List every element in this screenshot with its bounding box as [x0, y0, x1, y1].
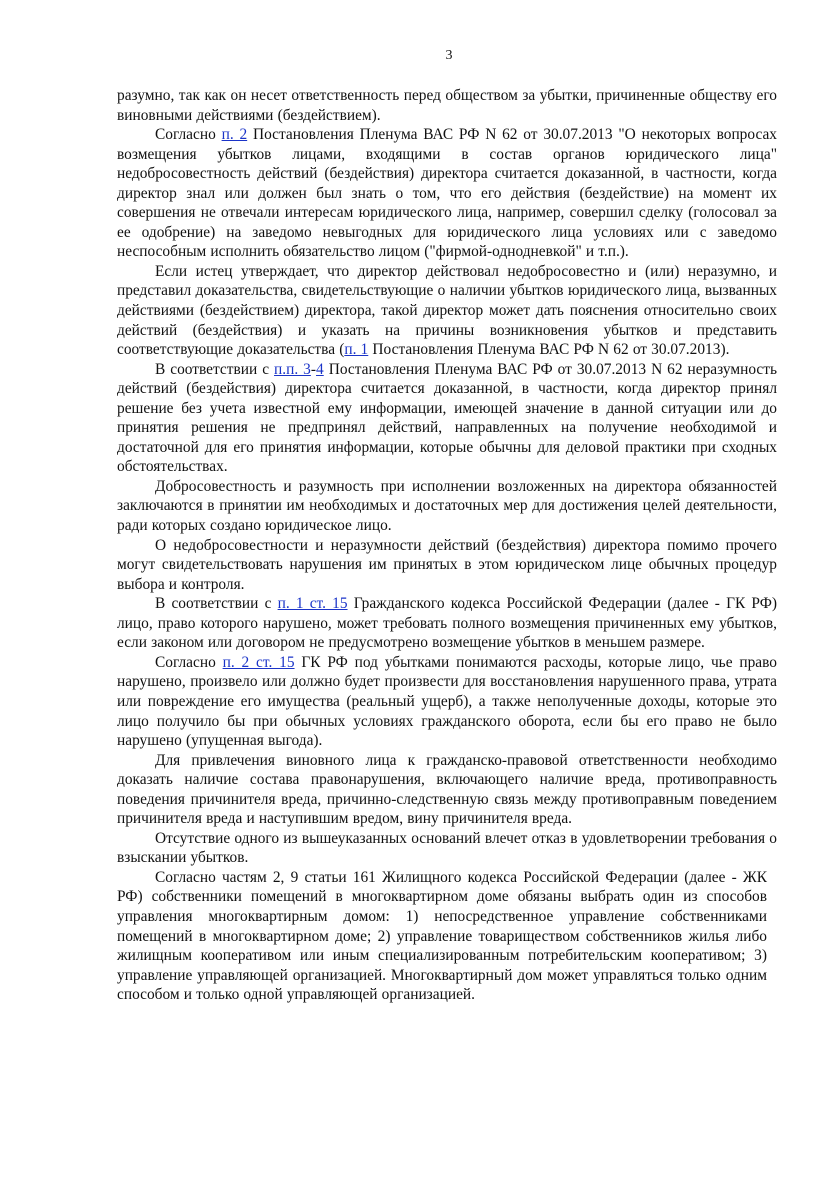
- paragraph-text: В соответствии с: [155, 360, 275, 378]
- paragraph-text: Постановления Пленума ВАС РФ N 62 от 30.07.2013 "О некоторых вопросах возмещения убытков лицами, входящими в состав органов юридического лица" недобросовестность действий (бездействия) директора считается доказанной, в частности, когда директор знал или должен был знать о том, что его действия (бездействие) на момент их совершения не отвечали интересам юридического лица, например, совершил сделку (голосовал за ее одобрение) на заведомо невыгодных для юридического лица условиях или с заведомо неспособным исполнить обязательство лицом ("фирмой-однодневкой" и т.п.).: [117, 126, 777, 261]
- paragraph-text: Постановления Пленума ВАС РФ N 62 от 30.07.2013).: [368, 341, 730, 359]
- law-reference-link[interactable]: 4: [316, 360, 324, 378]
- paragraph-text: Отсутствие одного из вышеуказанных оснований влечет отказ в удовлетворении требования о взыскании убытков.: [117, 829, 777, 867]
- paragraph-text: Если истец утверждает, что директор действовал недобросовестно и (или) неразумно, и представил доказательства, свидетельствующие о наличии убытков юридического лица, вызванных действиями (бездействием) директора, такой директор может дать пояснения относительно своих действий (бездействия) и указать на причины возникновения убытков и представить соответствующие доказательства (: [117, 262, 777, 359]
- paragraph: [117, 125, 777, 262]
- paragraph-text: ГК РФ под убытками понимаются расходы, которые лицо, чье право нарушено, произвело или должно будет произвести для восстановления нарушенного права, утрата или повреждение его имущества (реальный ущерб), а также неполученные доходы, которые это лицо получило бы при обычных условиях гражданского оборота, если бы его право не было нарушено (упущенная выгода).: [117, 653, 777, 750]
- law-reference-link[interactable]: п. 2: [221, 126, 248, 144]
- paragraph-text: Согласно частям 2, 9 статьи 161 Жилищного кодекса Российской Федерации (далее - ЖК РФ) собственники помещений в многоквартирном доме обязаны выбрать один из способов управления многоквартирным домом: 1) непосредственное управление собственниками помещений в многоквартирном доме; 2) управление товариществом собственников жилья либо жилищным кооперативом или иным специализированным потребительским кооперативом; 3) управление управляющей организацией. Многоквартирный дом может управляться только одним способом и только одной управляющей организацией.: [117, 868, 767, 1004]
- paragraph-text: Гражданского кодекса Российской Федерации (далее - ГК РФ) лицо, право которого нарушено, может требовать полного возмещения причиненных ему убытков, если законом или договором не предусмотрено возмещение убытков в меньшем размере.: [117, 595, 777, 652]
- paragraph-text: Согласно: [155, 653, 223, 671]
- paragraph: [117, 751, 777, 829]
- paragraph: [117, 868, 767, 1005]
- law-reference-link[interactable]: п. 1: [344, 341, 369, 359]
- document-page: [117, 46, 777, 1005]
- paragraph-text: О недобросовестности и неразумности действий (бездействия) директора помимо прочего могут свидетельствовать нарушения им принятых в этом юридическом лице обычных процедур выбора и контроля.: [117, 536, 777, 593]
- paragraph-text: разумно, так как он несет ответственность перед обществом за убытки, причиненные обществу его виновными действиями (бездействием).: [117, 87, 777, 124]
- paragraph: [117, 477, 777, 536]
- law-reference-link[interactable]: п. 2 ст. 15: [222, 653, 295, 671]
- paragraph: [117, 594, 777, 653]
- paragraph-text: Добросовестность и разумность при исполнении возложенных на директора обязанностей заключаются в принятии им необходимых и достаточных мер для достижения целей деятельности, ради которых создано юридическое лицо.: [117, 477, 777, 535]
- paragraph-text: В соответствии с: [155, 595, 278, 613]
- paragraph-text: -: [310, 360, 317, 378]
- paragraph: [117, 536, 777, 595]
- page-number: 3: [445, 48, 453, 63]
- paragraph: [117, 262, 777, 360]
- paragraph-text: Согласно: [155, 126, 222, 144]
- law-reference-link[interactable]: п.п. 3: [274, 360, 311, 378]
- paragraph-text: Постановления Пленума ВАС РФ от 30.07.2013 N 62 неразумность действий (бездействия) директора считается доказанной, в частности, когда директор принял решение без учета известной ему информации, имеющей значение в данной ситуации или до принятия решения не предпринял действий, направленных на получение необходимой и достаточной для его принятия информации, которые обычны для деловой практики при сходных обстоятельствах.: [117, 360, 778, 476]
- paragraph: [117, 86, 777, 125]
- paragraph-text: Для привлечения виновного лица к гражданско-правовой ответственности необходимо доказать наличие состава правонарушения, включающего наличие вреда, противоправность поведения причинителя вреда, причинно-следственную связь между противоправным поведением причинителя вреда и наступившим вредом, вину причинителя вреда.: [117, 751, 777, 828]
- paragraph: [117, 653, 777, 751]
- law-reference-link[interactable]: п. 1 ст. 15: [277, 595, 348, 613]
- paragraph: [117, 360, 777, 477]
- paragraph: [117, 829, 777, 868]
- document-body: [117, 86, 777, 1005]
